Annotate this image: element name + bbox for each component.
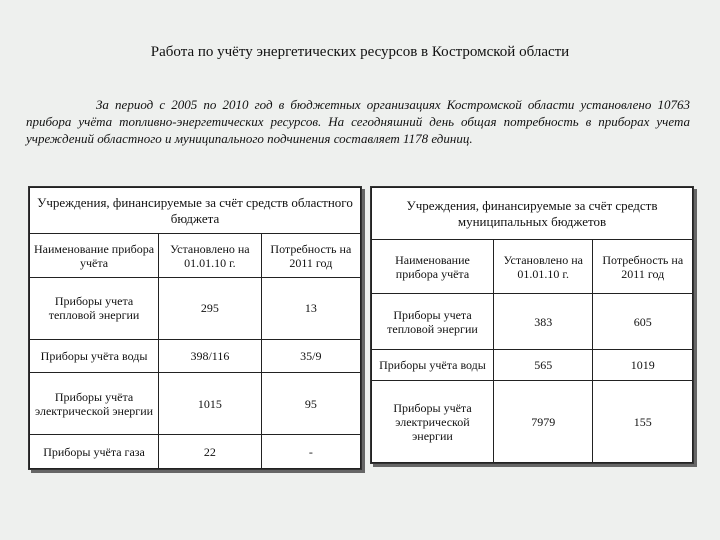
device-name: Приборы учета тепловой энергии — [30, 278, 159, 340]
table-row — [30, 339, 361, 373]
column-header: Потребность на 2011 год — [593, 240, 693, 294]
installed-value: 22 — [159, 435, 262, 469]
need-value: 605 — [593, 294, 693, 350]
device-name: Приборы учёта воды — [372, 350, 494, 381]
need-value: - — [261, 435, 360, 469]
device-name: Приборы учета тепловой энергии — [372, 294, 494, 350]
column-header: Установлено на 01.01.10 г. — [493, 240, 593, 294]
need-value: 95 — [261, 373, 360, 435]
need-value: 35/9 — [261, 339, 360, 373]
table-row — [30, 373, 361, 435]
device-name: Приборы учёта воды — [30, 339, 159, 373]
installed-value: 7979 — [493, 381, 593, 463]
table-heading: Учреждения, финансируемые за счёт средств областного бюджета — [30, 188, 361, 234]
intro-paragraph: За период с 2005 по 2010 год в бюджетных организациях Костромской области установлено 10763 прибора учёта топливно-энергетических ресурсов. На сегодняшний день общая потребность в приборах учета учреждений областного и муниципального подчинения составляет 1178 единиц. — [26, 97, 690, 146]
column-header: Наименование прибора учёта — [30, 234, 159, 278]
table-heading: Учреждения, финансируемые за счёт средств муниципальных бюджетов — [372, 188, 693, 240]
installed-value: 383 — [493, 294, 593, 350]
need-value: 1019 — [593, 350, 693, 381]
need-value: 155 — [593, 381, 693, 463]
installed-value: 295 — [159, 278, 262, 340]
installed-value: 565 — [493, 350, 593, 381]
table-row — [30, 435, 361, 469]
page-title: Работа по учёту энергетических ресурсов в Костромской области — [150, 44, 570, 60]
device-name: Приборы учёта электрической энергии — [30, 373, 159, 435]
municipal-budget-table — [370, 186, 694, 464]
column-header: Наименование прибора учёта — [372, 240, 494, 294]
installed-value: 398/116 — [159, 339, 262, 373]
need-value: 13 — [261, 278, 360, 340]
column-header: Потребность на 2011 год — [261, 234, 360, 278]
device-name: Приборы учёта газа — [30, 435, 159, 469]
table-row — [372, 350, 693, 381]
installed-value: 1015 — [159, 373, 262, 435]
regional-budget-table — [28, 186, 362, 470]
table-row — [372, 294, 693, 350]
device-name: Приборы учёта электрической энергии — [372, 381, 494, 463]
table-row — [30, 278, 361, 340]
column-header: Установлено на 01.01.10 г. — [159, 234, 262, 278]
table-row — [372, 381, 693, 463]
